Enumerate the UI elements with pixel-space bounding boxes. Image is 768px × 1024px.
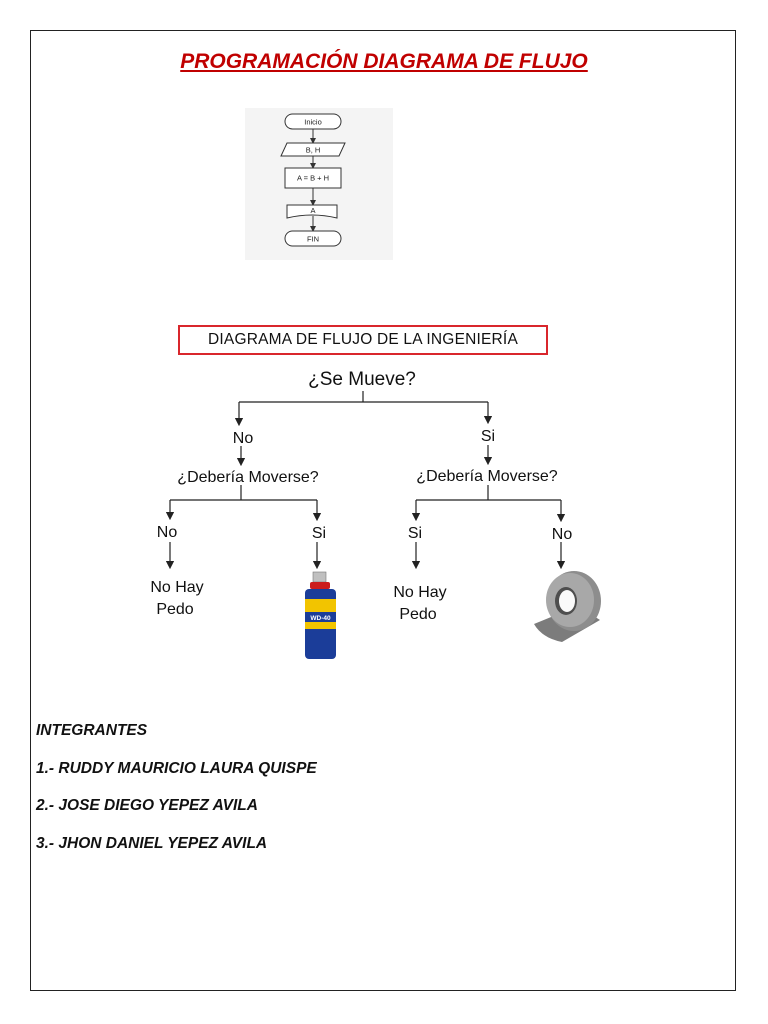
member-1: 1.- RUDDY MAURICIO LAURA QUISPE bbox=[36, 759, 317, 777]
end-label: FIN bbox=[306, 234, 320, 244]
members-section bbox=[36, 722, 317, 872]
right-result-line1: No Hay bbox=[393, 584, 447, 601]
wd40-label: WD-40 bbox=[310, 615, 331, 622]
member-2: 2.- JOSE DIEGO YEPEZ AVILA bbox=[36, 797, 258, 814]
right-question: ¿Debería Moverse? bbox=[416, 468, 558, 485]
start-label: Inicio bbox=[304, 117, 322, 127]
left-question: ¿Debería Moverse? bbox=[177, 469, 319, 486]
engineering-flowchart-svg bbox=[130, 320, 630, 665]
input-label: B, H bbox=[305, 145, 321, 155]
right-right-label: No bbox=[551, 526, 573, 543]
members-heading: INTEGRANTES bbox=[36, 722, 148, 739]
left-result-line2: Pedo bbox=[156, 601, 194, 618]
engineering-flowchart bbox=[130, 320, 630, 665]
process-label: A = B + H bbox=[296, 173, 330, 183]
engineering-title: DIAGRAMA DE FLUJO DE LA INGENIERÍA bbox=[178, 325, 548, 355]
page-title: PROGRAMACIÓN DIAGRAMA DE FLUJO bbox=[180, 50, 588, 73]
right-branch-label: Si bbox=[480, 428, 496, 445]
mini-flowchart bbox=[245, 108, 393, 260]
left-right-label: Si bbox=[311, 525, 327, 542]
left-left-label: No bbox=[156, 524, 178, 541]
mini-flowchart-svg bbox=[245, 108, 393, 260]
left-branch-label: No bbox=[232, 430, 254, 447]
output-label: A bbox=[310, 206, 316, 215]
member-3: 3.- JHON DANIEL YEPEZ AVILA bbox=[36, 834, 268, 852]
left-result-line1: No Hay bbox=[150, 579, 204, 596]
duct-tape-image bbox=[534, 571, 601, 642]
main-question: ¿Se Mueve? bbox=[308, 369, 416, 390]
right-result-line2: Pedo bbox=[399, 606, 437, 623]
wd40-can-image bbox=[305, 572, 336, 659]
right-left-label: Si bbox=[407, 525, 423, 542]
